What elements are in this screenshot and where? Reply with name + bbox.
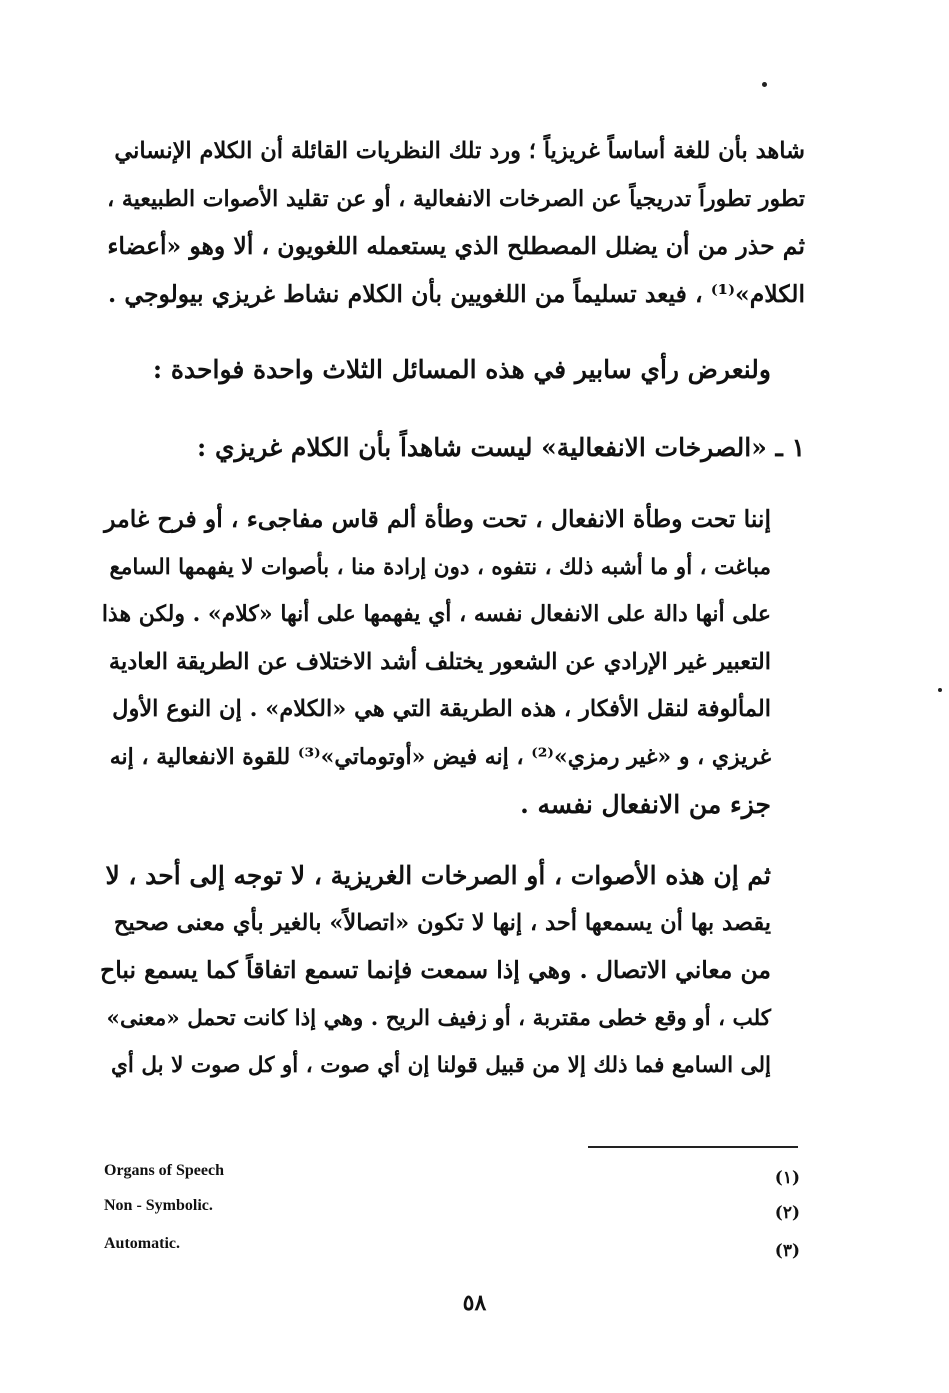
text-line: كلب ، أو وقع خطى مقتربة ، أو زفيف الريح . وهي إذا كانت تحمل «معنى» — [106, 1005, 771, 1031]
page-number: ٥٨ — [462, 1290, 487, 1316]
paragraph-3 — [100, 496, 805, 829]
text-line: غريزي ، و «غير رمزي»⁽²⁾ ، إنه فيض «أوتوماتي»⁽³⁾ للقوة الانفعالية ، إنه — [109, 743, 771, 770]
text-line: مباغت ، أو ما أشبه ذلك ، نتفوه ، دون إرادة منا ، بأصوات لا يفهمها السامع — [109, 554, 771, 580]
text-line: تطور تطوراً تدريجياً عن الصرخات الانفعالية ، أو عن تقليد الأصوات الطبيعية ، — [107, 185, 805, 212]
footnote-number: (٣) — [774, 1241, 800, 1261]
speck-mark — [762, 82, 767, 87]
footnote-text: Automatic. — [104, 1235, 180, 1252]
text-line: ثم حذر من أن يضلل المصطلح الذي يستعمله اللغويون ، ألا وهو «أعضاء — [107, 232, 805, 260]
paragraph-4 — [100, 852, 805, 1090]
footnote-text: Organs of Speech — [104, 1162, 224, 1179]
footnote-2 — [104, 1197, 800, 1227]
footnote-3 — [104, 1235, 800, 1265]
text-line: شاهد بأن للغة أساساً غريزياً ؛ ورد تلك النظريات القائلة أن الكلام الإنساني — [114, 138, 805, 164]
text-line: جزء من الانفعال نفسه . — [520, 790, 771, 819]
paragraph-2 — [100, 346, 805, 394]
footnote-divider — [588, 1146, 798, 1148]
footnote-text: Non - Symbolic. — [104, 1197, 213, 1214]
section-heading — [100, 424, 805, 472]
text-line: التعبير غير الإرادي عن الشعور يختلف أشد الاختلاف عن الطريقة العادية — [108, 648, 771, 675]
text-line: الكلام»⁽¹⁾ ، فيعد تسليماً من اللغويين بأن الكلام نشاط غريزي بيولوجي . — [108, 279, 805, 308]
text-line: يقصد بها أن يسمعها أحد ، إنها لا تكون «اتصالاً» بالغير بأي معنى صحيح — [113, 909, 771, 936]
footnote-number: (٢) — [774, 1203, 800, 1223]
paragraph-1 — [100, 128, 805, 318]
text-line: إننا تحت وطأة الانفعال ، تحت وطأة ألم قاس مفاجىء ، أو فرح غامر — [104, 505, 771, 533]
text-line: المألوفة لنقل الأفكار ، هذه الطريقة التي هي «الكلام» . إن النوع الأول — [112, 696, 771, 722]
text-line: من معاني الاتصال . وهي إذا سمعت فإنما تسمع اتفاقاً كما يسمع نباح — [100, 956, 771, 984]
text-line: على أنها دالة على الانفعال نفسه ، أي يفهمها على أنها «كلام» . ولكن هذا — [101, 601, 771, 627]
text-line: ثم إن هذه الأصوات ، أو الصرخات الغريزية ، لا توجه إلى أحد ، لا — [105, 861, 771, 890]
footnote-number: (١) — [774, 1168, 800, 1188]
speck-mark — [938, 688, 942, 692]
text-line: إلى السامع فما ذلك إلا من قبيل قولنا إن أي صوت ، أو كل صوت لا بل أي — [111, 1053, 771, 1078]
text-line: ولنعرض رأي سابير في هذه المسائل الثلاث واحدة فواحدة : — [152, 355, 771, 384]
footnote-1 — [104, 1162, 800, 1192]
heading-line: ١ ـ «الصرخات الانفعالية» ليست شاهداً بأن الكلام غريزي : — [197, 433, 805, 462]
